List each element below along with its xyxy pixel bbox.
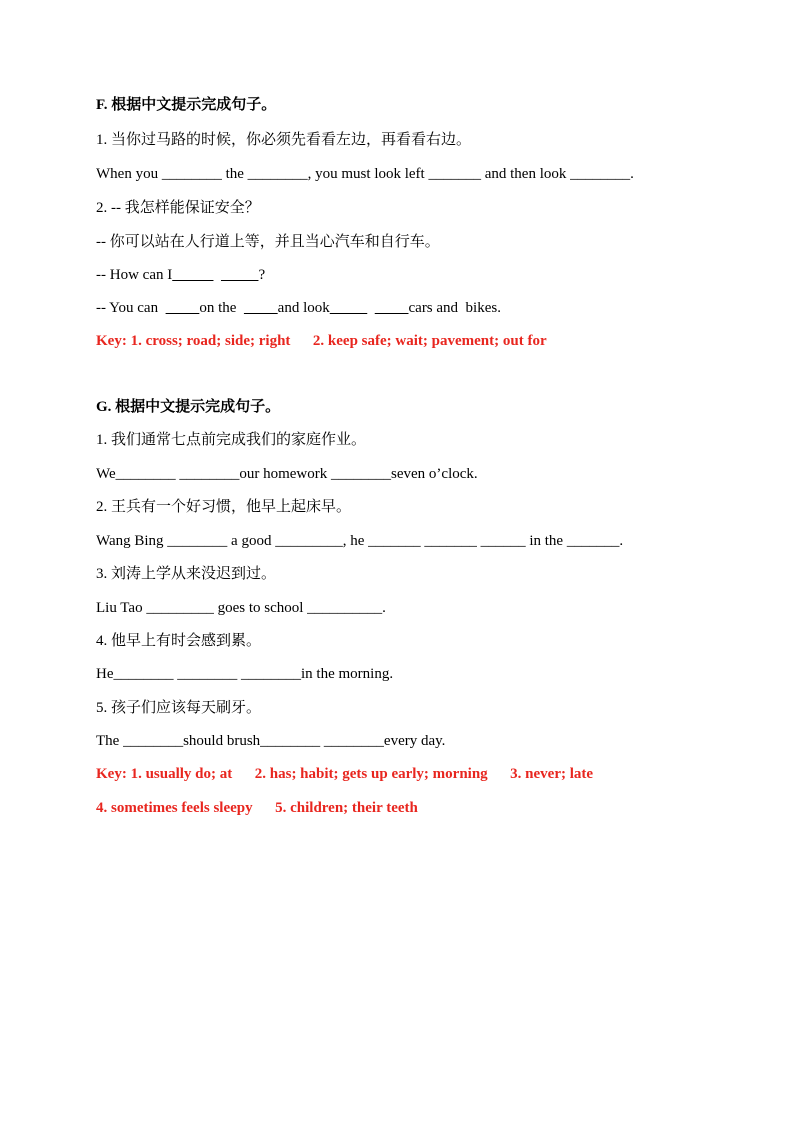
text-fragment: -- How can I [96, 267, 173, 283]
section-g-q1-english: We________ ________our homework ________seven o’clock. [96, 466, 478, 482]
section-f-q2-english-answer [96, 298, 501, 318]
text-fragment: -- You can [96, 300, 166, 316]
answer-blank [244, 300, 278, 316]
section-g-q3-chinese: 3. 刘涛上学从来没迟到过。 [96, 566, 277, 582]
section-g-q1-chinese: 1. 我们通常七点前完成我们的家庭作业。 [96, 432, 367, 448]
text-fragment: cars and bikes. [408, 300, 501, 316]
section-f-q2-chinese-answer: -- 你可以站在人行道上等，并且当心汽车和自行车。 [96, 234, 440, 250]
section-f-q2-chinese: 2. -- 我怎样能保证安全？ [96, 200, 260, 216]
section-g-heading: G. 根据中文提示完成句子。 [96, 399, 281, 415]
answer-blank [375, 300, 409, 316]
answer-blank [330, 300, 368, 316]
section-f-heading: F. 根据中文提示完成句子。 [96, 97, 277, 113]
section-g-answer-key: Key: 1. usually do; at 2. has; habit; gets up early; morning 3. never; late [96, 766, 594, 782]
answer-blank [221, 267, 259, 283]
section-f-q1-english: When you ________ the ________, you must look left _______ and then look ________. [96, 166, 634, 182]
text-fragment: and look [277, 300, 330, 316]
text-fragment: on the [199, 300, 244, 316]
section-f-answer-key: Key: 1. cross; road; side; right 2. keep safe; wait; pavement; out for [96, 333, 547, 349]
section-g-q4-chinese: 4. 他早上有时会感到累。 [96, 633, 262, 649]
section-g-q5-chinese: 5. 孩子们应该每天刷牙。 [96, 700, 262, 716]
section-g-q4-english: He________ ________ ________in the morning. [96, 666, 394, 682]
section-g-q2-chinese: 2. 王兵有一个好习惯，他早上起床早。 [96, 499, 352, 515]
section-g-q3-english: Liu Tao _________ goes to school __________. [96, 600, 386, 616]
text-fragment [213, 267, 221, 283]
text-fragment [367, 300, 375, 316]
section-f-q1-chinese: 1. 当你过马路的时候，你必须先看看左边，再看看右边。 [96, 132, 472, 148]
section-g-q5-english: The ________should brush________ ________every day. [96, 733, 446, 749]
answer-blank [172, 267, 213, 283]
section-f-q2-english-question [96, 265, 265, 285]
text-fragment: ? [258, 267, 266, 283]
answer-blank [166, 300, 200, 316]
section-g-q2-english: Wang Bing ________ a good _________, he _______ _______ ______ in the _______. [96, 533, 624, 549]
section-g-answer-key-continued: 4. sometimes feels sleepy 5. children; their teeth [96, 800, 418, 816]
